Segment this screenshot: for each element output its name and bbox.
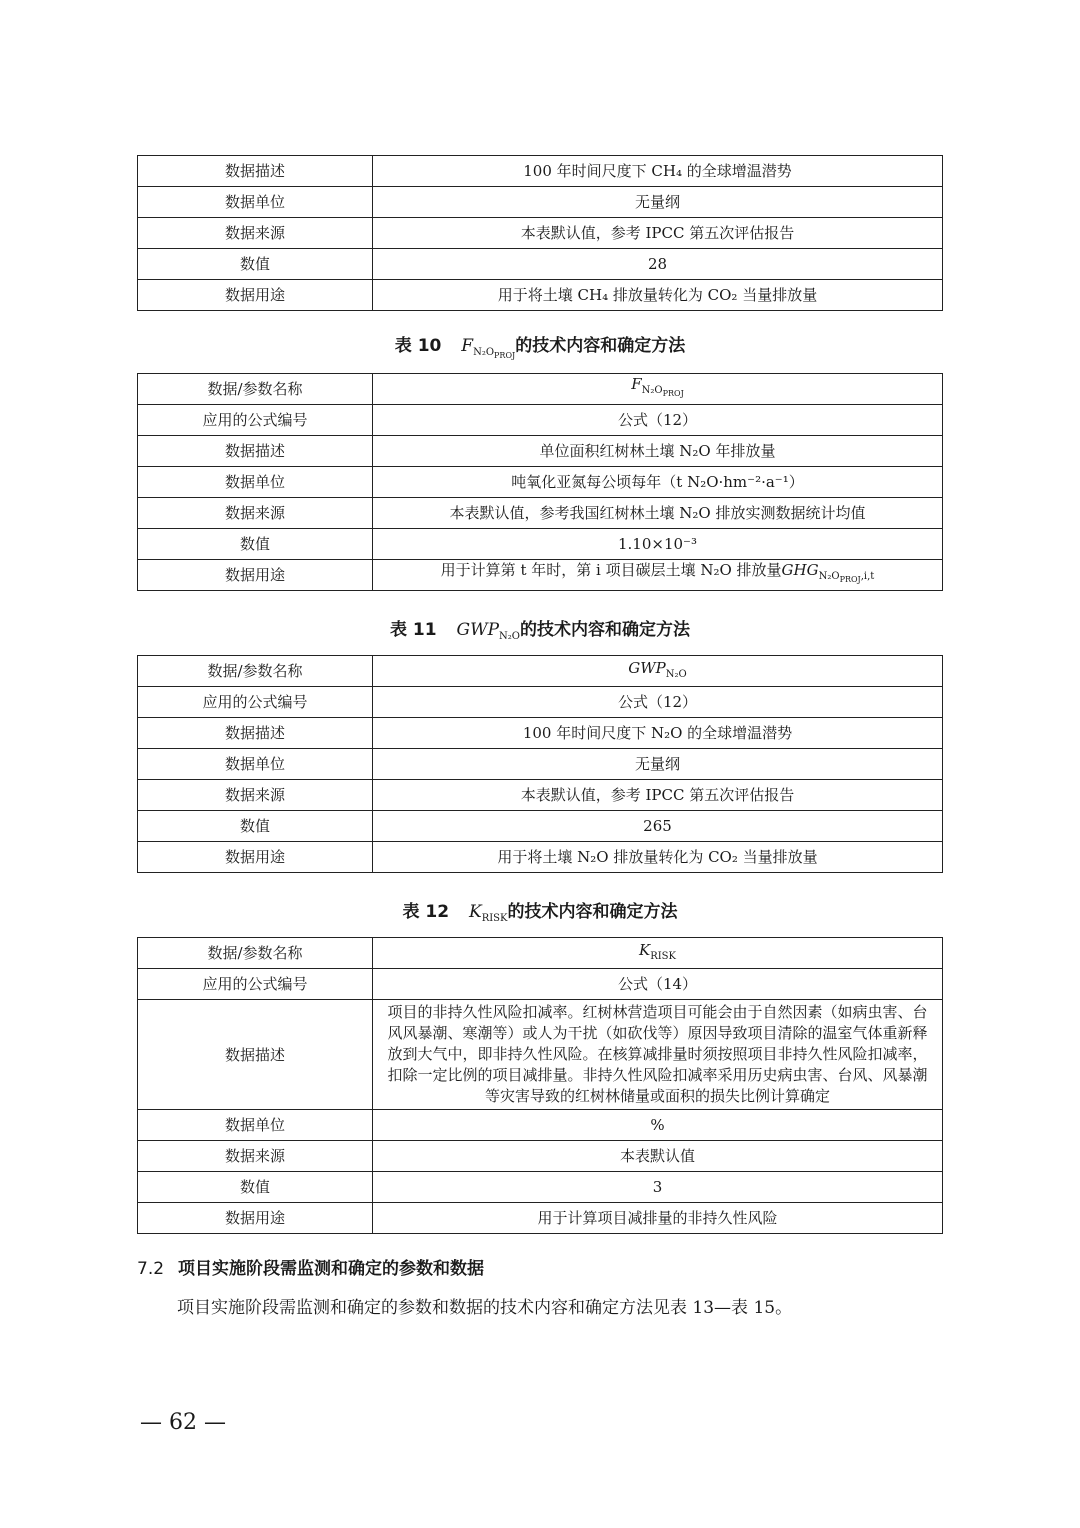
row-label: 数据单位 [138, 467, 373, 498]
symbol-sub-text: N₂O [641, 385, 663, 396]
row-value: 公式（14） [373, 969, 943, 1000]
symbol-sub2: PROJ [662, 389, 684, 398]
table-row [138, 280, 943, 311]
symbol-sub-text: N₂O [818, 571, 840, 582]
table-row [138, 969, 943, 1000]
table-row [138, 218, 943, 249]
row-value: 吨氧化亚氮每公顷每年（t N₂O·hm⁻²·a⁻¹） [373, 467, 943, 498]
symbol-main: GWP [628, 658, 666, 677]
row-value: 本表默认值，参考我国红树林土壤 N₂O 排放实测数据统计均值 [373, 498, 943, 529]
symbol-sub [473, 347, 515, 358]
symbol-sub [819, 571, 875, 582]
symbol-main: K [468, 902, 482, 922]
row-value: 用于将土壤 N₂O 排放量转化为 CO₂ 当量排放量 [373, 842, 943, 873]
row-label: 数据单位 [138, 187, 373, 218]
table11-caption [137, 615, 943, 642]
symbol [631, 375, 684, 398]
row-value: 100 年时间尺度下 CH₄ 的全球增温潜势 [373, 156, 943, 187]
page-number: — 62 — [140, 1410, 226, 1435]
table-ch4-gwp-continued [137, 155, 943, 311]
row-value: 本表默认值 [373, 1141, 943, 1172]
table-row [138, 187, 943, 218]
row-label: 数据用途 [138, 1203, 373, 1234]
row-value: 3 [373, 1172, 943, 1203]
row-label: 数据描述 [138, 156, 373, 187]
row-label: 数据/参数名称 [138, 938, 373, 969]
row-label: 数据/参数名称 [138, 374, 373, 405]
symbol-sub: N₂O [499, 631, 520, 642]
row-value: % [373, 1110, 943, 1141]
row-label: 数据来源 [138, 780, 373, 811]
row-label: 数据用途 [138, 842, 373, 873]
row-value-usage [373, 560, 943, 591]
table-row [138, 780, 943, 811]
usage-text: 用于计算第 t 年时，第 i 项目碳层土壤 N₂O 排放量 [440, 561, 782, 579]
row-label: 数据描述 [138, 718, 373, 749]
table-row [138, 374, 943, 405]
table-row [138, 498, 943, 529]
caption-number: 表 10 [394, 336, 442, 356]
row-label: 数值 [138, 249, 373, 280]
row-label: 应用的公式编号 [138, 405, 373, 436]
table-row [138, 749, 943, 780]
table-row [138, 560, 943, 591]
caption-text: 的技术内容和确定方法 [519, 620, 690, 640]
row-value: 无量纲 [373, 749, 943, 780]
table-row [138, 842, 943, 873]
row-value: 本表默认值，参考 IPCC 第五次评估报告 [373, 218, 943, 249]
table-row [138, 656, 943, 687]
table-row [138, 811, 943, 842]
table12-caption [137, 897, 943, 924]
caption-symbol [469, 902, 508, 922]
table-row [138, 1110, 943, 1141]
row-value: 265 [373, 811, 943, 842]
row-value: 用于计算项目减排量的非持久性风险 [373, 1203, 943, 1234]
symbol [638, 940, 677, 962]
symbol-sub2: PROJ [839, 575, 861, 584]
row-label: 数据来源 [138, 218, 373, 249]
table-row [138, 1000, 943, 1110]
table-row [138, 529, 943, 560]
caption-symbol [457, 620, 520, 640]
row-label: 应用的公式编号 [138, 687, 373, 718]
symbol-sub-text: N₂O [473, 347, 495, 358]
symbol-main: K [638, 940, 651, 959]
row-value: 公式（12） [373, 687, 943, 718]
row-value: 无量纲 [373, 187, 943, 218]
section-number: 7.2 [137, 1259, 165, 1279]
caption-number: 表 12 [402, 902, 450, 922]
row-label: 数据描述 [138, 436, 373, 467]
table-row [138, 1203, 943, 1234]
row-value: 项目的非持久性风险扣减率。红树林营造项目可能会由于自然因素（如病虫害、台风风暴潮、寒潮等）或人为干扰（如砍伐等）原因导致项目清除的温室气体重新释放到大气中，即非持久性风险。在核算减排量时须按照项目非持久性风险扣减率，扣除一定比例的项目减排量。非持久性风险扣减率采用历史病虫害、台风、风暴潮等灾害导致的红树林储量或面积的损失比例计算确定 [373, 1000, 943, 1110]
row-label: 数值 [138, 529, 373, 560]
row-label: 数据/参数名称 [138, 656, 373, 687]
symbol-index: ,i,t [860, 571, 875, 582]
caption-text: 的技术内容和确定方法 [515, 336, 686, 356]
row-value-symbol [373, 374, 943, 405]
row-label: 应用的公式编号 [138, 969, 373, 1000]
symbol-sub: RISK [481, 913, 508, 924]
row-label: 数值 [138, 811, 373, 842]
row-value: 100 年时间尺度下 N₂O 的全球增温潜势 [373, 718, 943, 749]
row-value-symbol [373, 656, 943, 687]
symbol-main: GHG [781, 561, 819, 579]
section-title: 项目实施阶段需监测和确定的参数和数据 [178, 1259, 485, 1279]
table-row [138, 938, 943, 969]
symbol-sub: N₂O [665, 668, 687, 680]
row-label: 数据用途 [138, 560, 373, 591]
usage-symbol [781, 561, 875, 584]
row-label: 数据用途 [138, 280, 373, 311]
row-value: 本表默认值，参考 IPCC 第五次评估报告 [373, 780, 943, 811]
table-row [138, 405, 943, 436]
row-label: 数值 [138, 1172, 373, 1203]
table-row [138, 718, 943, 749]
table-row [138, 1172, 943, 1203]
table-row [138, 249, 943, 280]
row-label: 数据描述 [138, 1000, 373, 1110]
table10 [137, 373, 943, 591]
row-value: 1.10×10⁻³ [373, 529, 943, 560]
row-label: 数据来源 [138, 498, 373, 529]
row-value: 用于将土壤 CH₄ 排放量转化为 CO₂ 当量排放量 [373, 280, 943, 311]
symbol-main: GWP [456, 620, 500, 640]
row-value: 28 [373, 249, 943, 280]
row-label: 数据单位 [138, 749, 373, 780]
symbol-sub [642, 385, 684, 396]
caption-symbol [461, 336, 516, 360]
row-value: 公式（12） [373, 405, 943, 436]
table10-caption [137, 331, 943, 360]
table-row [138, 687, 943, 718]
symbol [628, 658, 687, 680]
table-row [138, 436, 943, 467]
table12 [137, 937, 943, 1234]
symbol-sub2: PROJ [494, 351, 516, 360]
caption-number: 表 11 [390, 620, 437, 640]
row-value-symbol [373, 938, 943, 969]
section-heading [137, 1254, 484, 1279]
body-paragraph: 项目实施阶段需监测和确定的参数和数据的技术内容和确定方法见表 13—表 15。 [177, 1298, 793, 1318]
symbol-main: F [631, 375, 642, 393]
symbol-main: F [461, 336, 474, 356]
row-label: 数据来源 [138, 1141, 373, 1172]
symbol-sub: RISK [650, 950, 677, 962]
table-row [138, 1141, 943, 1172]
table-row [138, 467, 943, 498]
row-value: 单位面积红树林土壤 N₂O 年排放量 [373, 436, 943, 467]
table-row [138, 156, 943, 187]
caption-text: 的技术内容和确定方法 [507, 902, 678, 922]
row-label: 数据单位 [138, 1110, 373, 1141]
table11 [137, 655, 943, 873]
